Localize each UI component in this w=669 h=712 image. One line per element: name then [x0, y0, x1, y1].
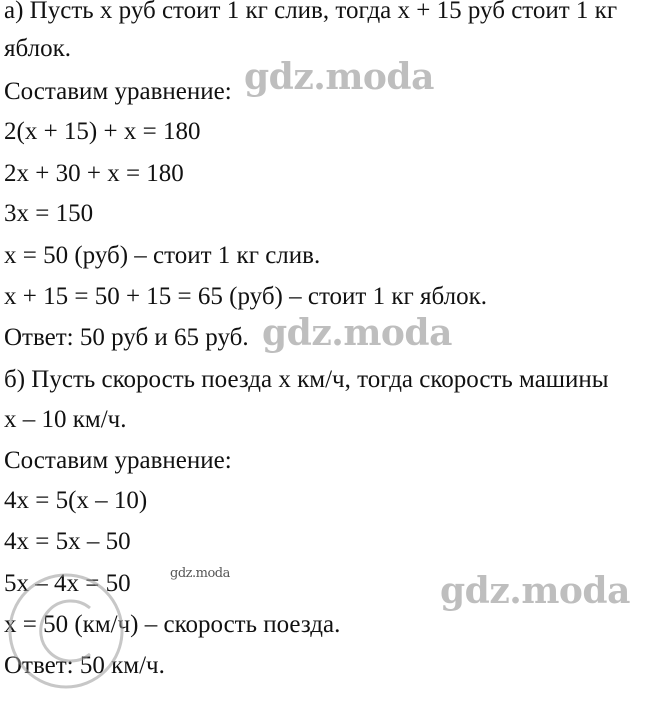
equation-line: 3x = 150 — [4, 200, 94, 227]
equation-line: x = 50 (руб) – стоит 1 кг слив. — [4, 242, 321, 269]
equation-line: 4x = 5(x – 10) — [4, 487, 148, 514]
watermark: gdz.moda — [440, 570, 630, 612]
equation-line: 2(x + 15) + x = 180 — [4, 118, 201, 145]
solution-line: Составим уравнение: — [4, 447, 232, 474]
answer-line: Ответ: 50 км/ч. — [4, 652, 165, 679]
solution-line: б) Пусть скорость поезда x км/ч, тогда скорость машины — [4, 366, 609, 393]
watermark: gdz.moda — [262, 312, 452, 354]
answer-line: Ответ: 50 руб и 65 руб. — [4, 324, 249, 351]
solution-line: x – 10 км/ч. — [4, 406, 127, 433]
copyright-watermark-icon — [6, 556, 126, 706]
equation-line: 4x = 5x – 50 — [4, 528, 131, 555]
solution-line: Составим уравнение: — [4, 78, 232, 105]
solution-line: яблок. — [4, 35, 71, 62]
equation-line: 2x + 30 + x = 180 — [4, 160, 184, 187]
equation-line: x = 50 (км/ч) – скорость поезда. — [4, 611, 341, 638]
solution-line: а) Пусть x руб стоит 1 кг слив, тогда x + 15 руб стоит 1 кг — [4, 0, 618, 24]
watermark: gdz.moda — [244, 56, 434, 98]
watermark-small: gdz.moda — [170, 566, 230, 581]
equation-line: x + 15 = 50 + 15 = 65 (руб) – стоит 1 кг яблок. — [4, 283, 487, 310]
equation-line: 5x – 4x = 50 — [4, 570, 131, 597]
